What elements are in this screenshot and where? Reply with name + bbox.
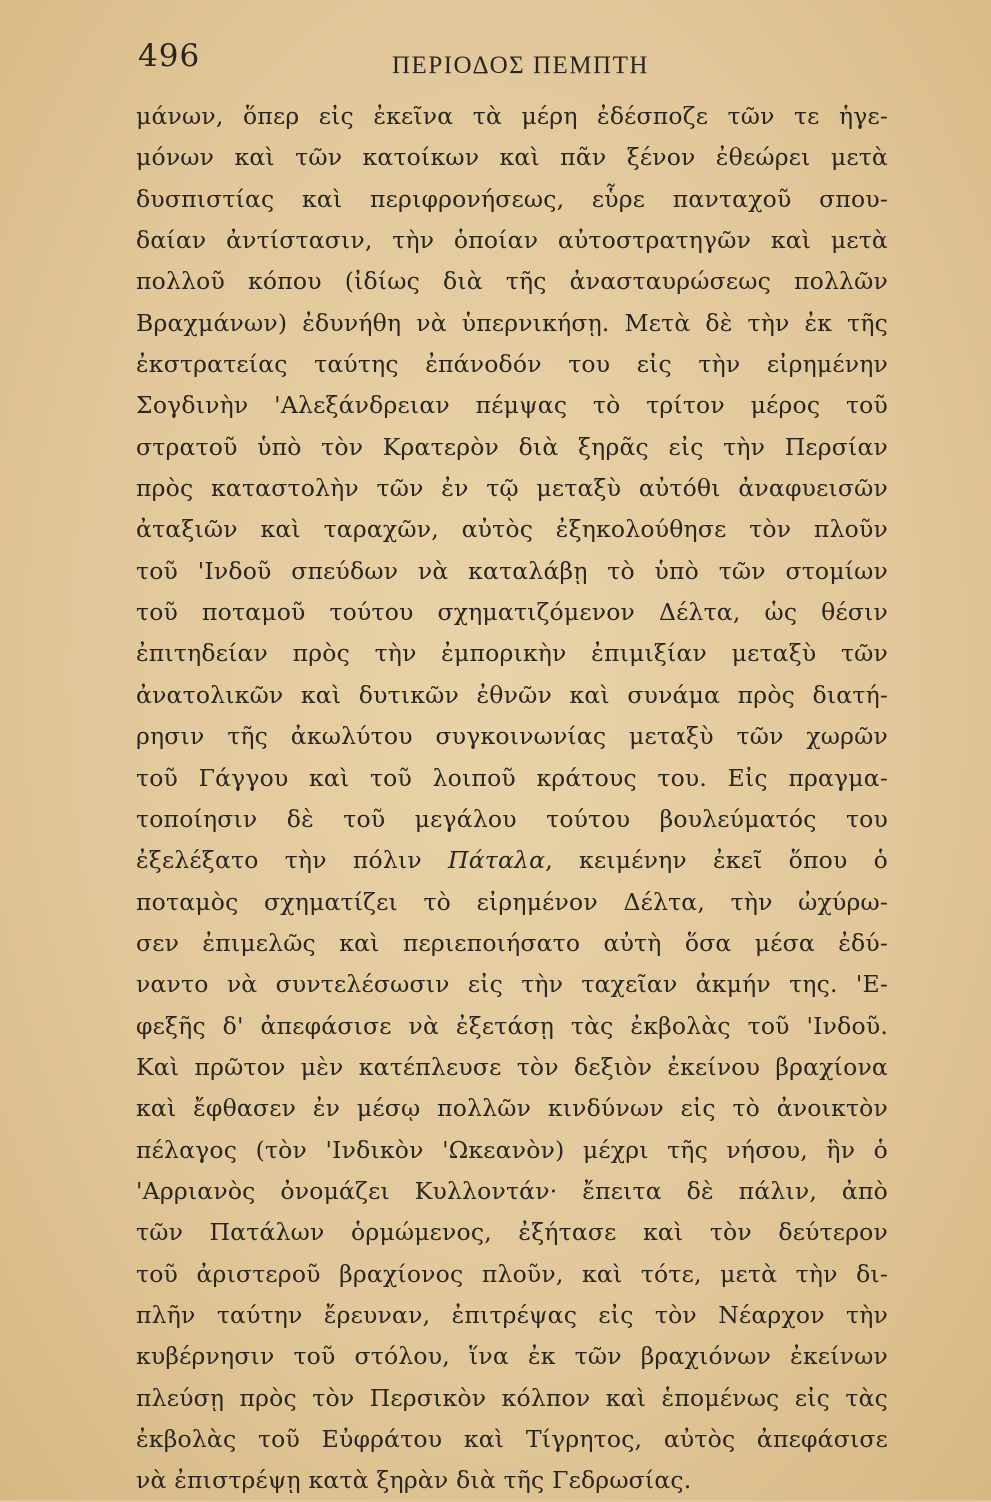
text-line: ἀταξιῶν καὶ ταραχῶν, αὐτὸς ἐξηκολούθησε τὸν πλοῦν: [136, 515, 888, 544]
text-line: πρὸς καταστολὴν τῶν ἐν τῷ μεταξὺ αὐτόθι ἀναφυεισῶν: [136, 474, 888, 503]
text-line: ἀνατολικῶν καὶ δυτικῶν ἐθνῶν καὶ συνάμα πρὸς διατή-: [136, 680, 888, 709]
text-line: δαίαν ἀντίστασιν, τὴν ὁποίαν αὐτοστρατηγῶν καὶ μετὰ: [136, 226, 888, 255]
text-line: ἐκβολὰς τοῦ Εὐφράτου καὶ Τίγρητος, αὐτὸς ἀπεφάσισε: [136, 1425, 888, 1453]
text-line: τῶν Πατάλων ὁρμώμενος, ἐξήτασε καὶ τὸν δεύτερον: [136, 1218, 888, 1247]
text-line: ρησιν τῆς ἀκωλύτου συγκοινωνίας μεταξὺ τῶν χωρῶν: [136, 722, 888, 751]
text-line: δυσπιστίας καὶ περιφρονήσεως, εὗρε πανταχοῦ σπου-: [136, 184, 888, 213]
page-header: [130, 38, 890, 88]
italic-place-name: Πάταλα: [448, 846, 546, 875]
body-text: [136, 96, 888, 1502]
text-line: ἐπιτηδείαν πρὸς τὴν ἐμπορικὴν ἐπιμιξίαν μεταξὺ τῶν: [136, 639, 888, 668]
text-line: τοῦ 'Ινδοῦ σπεύδων νὰ καταλάβῃ τὸ ὑπὸ τῶν στομίων: [136, 556, 888, 585]
page-number: 496: [138, 38, 201, 74]
text-line: καὶ ἔφθασεν ἐν μέσῳ πολλῶν κινδύνων εἰς τὸ ἀνοικτὸν: [136, 1094, 888, 1123]
text-line: ἐκστρατείας ταύτης ἐπάνοδόν του εἰς τὴν εἰρημένην: [136, 350, 888, 379]
text-segment: , κειμένην ἐκεῖ ὅπου ὁ: [545, 846, 888, 875]
text-line: πλεύσῃ πρὸς τὸν Περσικὸν κόλπον καὶ ἑπομένως εἰς τὰς: [136, 1383, 888, 1412]
text-line: μάνων, ὅπερ εἰς ἐκεῖνα τὰ μέρη ἐδέσποζε τῶν τε ἡγε-: [136, 102, 888, 130]
text-line: πλῆν ταύτην ἔρευναν, ἐπιτρέψας εἰς τὸν Νέαρχον τὴν: [136, 1300, 888, 1329]
text-line: τοῦ ἀριστεροῦ βραχίονος πλοῦν, καὶ τότε, μετὰ τὴν δι-: [136, 1259, 888, 1288]
text-line: Βραχμάνων) ἐδυνήθη νὰ ὑπερνικήσῃ. Μετὰ δὲ τὴν ἐκ τῆς: [136, 308, 888, 337]
text-line: τοποίησιν δὲ τοῦ μεγάλου τούτου βουλεύματός του: [136, 804, 888, 833]
text-line: Σογδινὴν 'Αλεξάνδρειαν πέμψας τὸ τρίτον μέρος τοῦ: [136, 391, 888, 420]
text-line: ποταμὸς σχηματίζει τὸ εἰρημένον Δέλτα, τὴν ὠχύρω-: [136, 887, 888, 916]
text-line: φεξῆς δ' ἀπεφάσισε νὰ ἐξετάσῃ τὰς ἐκβολὰς τοῦ 'Ινδοῦ.: [136, 1011, 888, 1040]
text-line: στρατοῦ ὑπὸ τὸν Κρατερὸν διὰ ξηρᾶς εἰς τὴν Περσίαν: [136, 432, 888, 461]
text-segment: ἐξελέξατο τὴν πόλιν: [136, 846, 422, 875]
text-line: πολλοῦ κόπου (ἰδίως διὰ τῆς ἀνασταυρώσεως πολλῶν: [136, 267, 888, 296]
text-line: τοῦ Γάγγου καὶ τοῦ λοιποῦ κράτους του. Εἰς πραγμα-: [136, 763, 888, 792]
text-line: κυβέρνησιν τοῦ στόλου, ἵνα ἐκ τῶν βραχιόνων ἐκείνων: [136, 1342, 888, 1371]
running-head: ΠΕΡΙΟΔΟΣ ΠΕΜΠΤΗ: [392, 52, 649, 79]
text-line-with-italic: [136, 840, 888, 881]
text-line: 'Αρριανὸς ὀνομάζει Κυλλοντάν· ἔπειτα δὲ πάλιν, ἀπὸ: [136, 1176, 888, 1205]
text-line: πέλαγος (τὸν 'Ινδικὸν 'Ωκεανὸν) μέχρι τῆς νήσου, ἣν ὁ: [136, 1135, 888, 1164]
text-line: Καὶ πρῶτον μὲν κατέπλευσε τὸν δεξιὸν ἐκείνου βραχίονα: [136, 1052, 888, 1081]
text-line: ναντο νὰ συντελέσωσιν εἰς τὴν ταχεῖαν ἀκμήν της. 'Ε-: [136, 970, 888, 999]
text-line: σεν ἐπιμελῶς καὶ περιεποιήσατο αὐτὴ ὅσα μέσα ἐδύ-: [136, 928, 888, 957]
text-line: τοῦ ποταμοῦ τούτου σχηματιζόμενον Δέλτα, ὡς θέσιν: [136, 598, 888, 627]
text-line: νὰ ἐπιστρέψῃ κατὰ ξηρὰν διὰ τῆς Γεδρωσίας.: [136, 1466, 692, 1495]
text-line: μόνων καὶ τῶν κατοίκων καὶ πᾶν ξένον ἐθεώρει μετὰ: [136, 143, 888, 172]
